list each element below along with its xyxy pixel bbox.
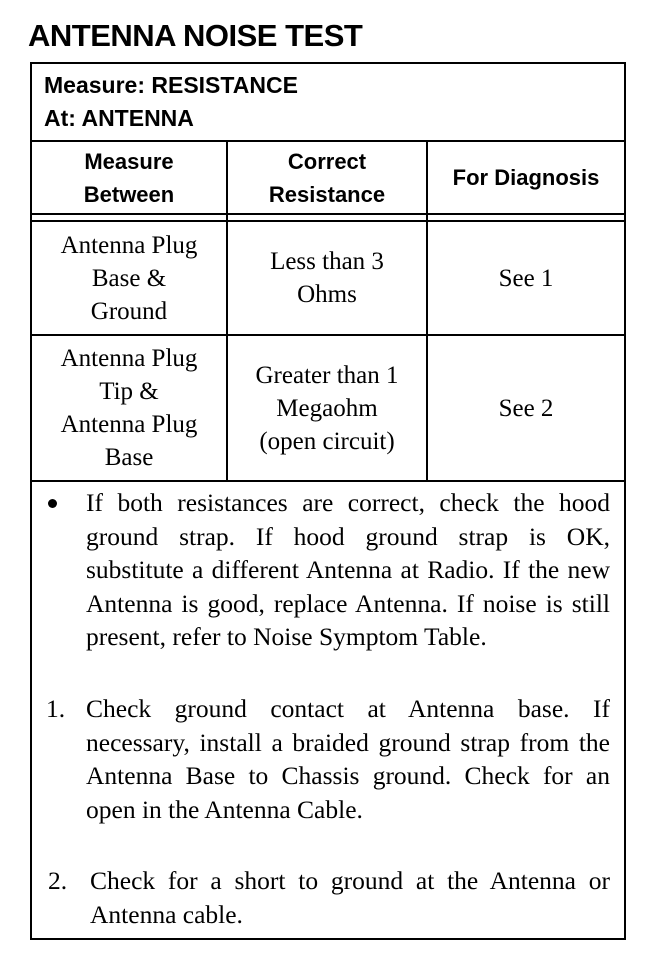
header-measure-between: Measure Between	[83, 148, 175, 207]
measure-location: At: ANTENNA	[44, 105, 194, 131]
note-text: If both resistances are correct, check the hood ground strap. If hood ground strap is OK, substitute a different Antenna at Radio. If the new Antenna is good, replace Antenna. If noise is still present, refer to Noise Symptom Table.	[86, 488, 610, 651]
table-bottom-rule	[32, 480, 624, 482]
note-text: Check ground contact at Antenna base. If necessary, install a braided ground strap from the Antenna Base to Chassis ground. Check for an open in the Antenna Cable.	[86, 694, 610, 824]
row2-diagnosis: See 2	[498, 394, 554, 422]
note-text: Check for a short to ground at the Antenna or Antenna cable.	[90, 866, 610, 929]
row1-diagnosis: See 1	[498, 264, 554, 292]
header-for-diagnosis: For Diagnosis	[452, 165, 600, 190]
note-number: 2.	[48, 866, 68, 895]
measure-header	[32, 64, 624, 142]
row2-measure-between: Antenna Plug Tip & Antenna Plug Base	[60, 345, 198, 471]
header-rule-top	[32, 213, 624, 215]
page-title: ANTENNA NOISE TEST	[28, 18, 363, 53]
row1-correct-resistance: Less than 3 Ohms	[270, 248, 384, 308]
row2-correct-resistance: Greater than 1 Megaohm (open circuit)	[255, 361, 399, 455]
note-number: 1.	[46, 694, 66, 723]
header-correct-resistance: Correct Resistance	[268, 148, 386, 207]
measure-type: Measure: RESISTANCE	[44, 72, 298, 98]
row1-measure-between: Antenna Plug Base & Ground	[60, 231, 198, 325]
bullet-icon	[48, 499, 57, 508]
test-table-box	[30, 62, 626, 940]
